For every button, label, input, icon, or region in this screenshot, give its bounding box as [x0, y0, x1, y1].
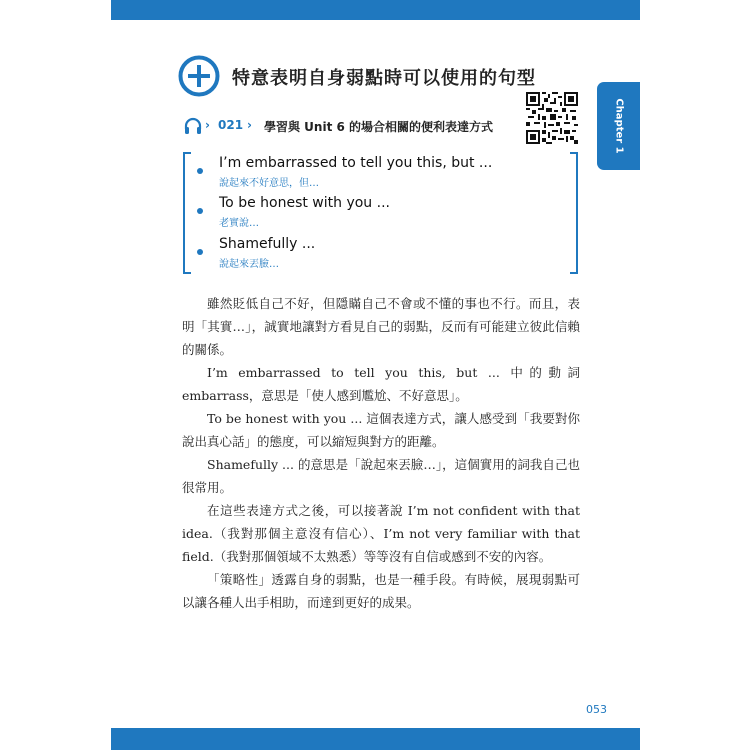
phrase-translation: 說起來不好意思，但…	[219, 178, 319, 189]
body-paragraph: Shamefully ... 的意思是「說起來丟臉…」，這個實用的詞我自己也很常用。	[182, 457, 580, 495]
track-chevron: ›	[205, 118, 210, 132]
body-paragraph: 在這些表達方式之後，可以接著說 I’m not confident with that idea.（我對那個主意沒有信心）、I’m not very familiar with that field.（我對那個領域不太熟悉）等等沒有自信或感到不安的內容。	[182, 503, 580, 564]
bullet-dot	[197, 168, 203, 174]
chapter-tab-label: Chapter 1	[613, 98, 624, 154]
body-paragraph: To be honest with you ... 這個表達方式，讓人感受到「我要對你說出真心話」的態度，可以縮短與對方的距離。	[182, 411, 580, 449]
track-chevron: ›	[247, 118, 252, 132]
section-subtitle: 學習與 Unit 6 的場合相關的便利表達方式	[264, 120, 494, 134]
phrase-translation: 說起來丟臉…	[219, 259, 279, 270]
headphone-icon[interactable]	[183, 116, 203, 136]
phrase-box	[183, 152, 578, 274]
body-paragraph: I’m embarrassed to tell you this, but ... 中的動詞 embarrass，意思是「使人感到尷尬、不好意思」。	[182, 365, 580, 403]
section-title: 特意表明自身弱點時可以使用的句型	[232, 68, 536, 89]
phrase-translation: 老實說…	[219, 218, 259, 229]
plus-circle-icon	[178, 55, 220, 97]
body-paragraph: 「策略性」透露自身的弱點，也是一種手段。有時候，展現弱點可以讓各種人出手相助，而達到更好的成果。	[182, 572, 580, 610]
phrase-english: I’m embarrassed to tell you this, but ...	[219, 155, 493, 171]
body-paragraph: 雖然貶低自己不好，但隱瞞自己不會或不懂的事也不行。而且，表明「其實…」，誠實地讓對方看見自己的弱點，反而有可能建立彼此信賴的關係。	[182, 296, 580, 357]
page-number: 053	[586, 703, 607, 716]
chapter-tab	[597, 82, 640, 170]
bottom-footer-bar	[111, 728, 640, 750]
phrase-english: To be honest with you ...	[219, 195, 390, 211]
top-header-bar	[111, 0, 640, 20]
bullet-dot	[197, 208, 203, 214]
phrase-english: Shamefully ...	[219, 236, 316, 252]
audio-track-number: 021	[218, 118, 244, 132]
qr-code-icon[interactable]	[526, 92, 578, 144]
bullet-dot	[197, 249, 203, 255]
